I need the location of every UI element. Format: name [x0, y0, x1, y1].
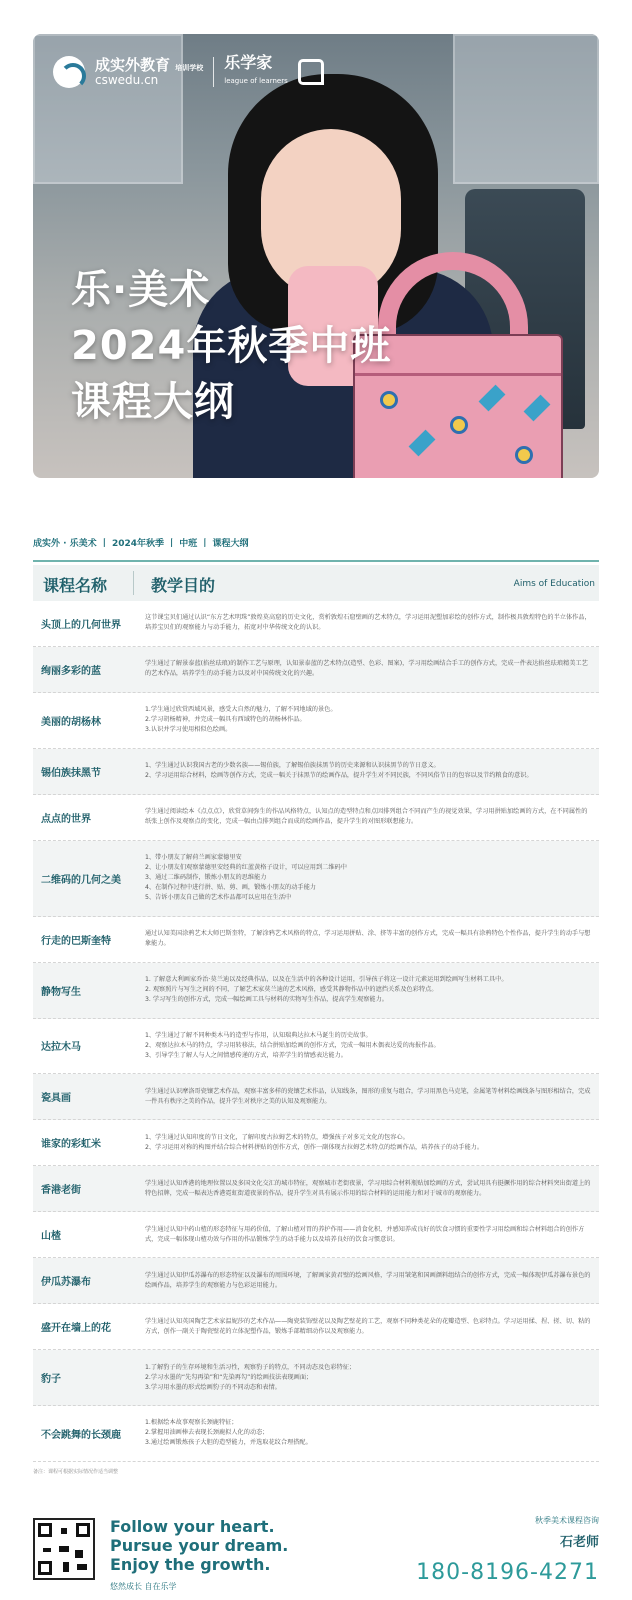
course-goal: [133, 841, 599, 916]
course-goal-line: 学生通过认知中药山楂的形态特征与用药价值，了解山楂对胃的养护作用——消食化积，并感知养成良好的饮食习惯的重要性学习用绘画和综合材料组合的创作方式，完成一幅体现山楂功效与作用的作品锻炼学生的动手能力以及培养良好的饮食习惯意识。: [145, 1225, 585, 1243]
course-name: 豹子: [41, 1374, 61, 1386]
course-name: 伊瓜苏瀑布: [41, 1277, 91, 1289]
course-goal-line: 2、学习运用综合材料，绘画等创作方式，完成一幅关于抹黑节的绘画作品，提升学生对不同民族，不同风俗节日的包容以及节约粮食的意识。: [145, 772, 533, 780]
course-goal: [133, 601, 599, 646]
table-row: [33, 749, 599, 795]
slogan: [110, 1517, 288, 1596]
phone-number[interactable]: 180-8196-4271: [416, 1560, 599, 1585]
course-goal-line: 2.学习水墨的“先勾再染”和“先染再勾”的绘画技法表现画面；: [145, 1373, 313, 1381]
course-name: 头顶上的几何世界: [41, 619, 121, 631]
course-goal-line: 通过认知美国涂鸦艺术大师巴斯奎特，了解涂鸦艺术风格的特点，学习运用拼贴、涂、挤等丰富的创作方式，完成一幅具有涂鸦特色个性作品，提升学生的动手与想象能力。: [145, 930, 591, 948]
course-goal: [133, 693, 599, 748]
table-row: [33, 1019, 599, 1075]
course-name: 谁家的彩虹米: [41, 1139, 101, 1151]
logo-side: 培训学校: [175, 64, 204, 72]
course-goal-line: 1.学生通过欣赏西域风景，感受大自然的魅力，了解不同地域的景色。: [145, 706, 337, 714]
course-goal-line: 1、学生通过认识我国古老的少数名族——锡伯族，了解锡伯族抹黑节的历史来源和认识抹黑节的节日意义。: [145, 762, 440, 770]
breadcrumb: 成实外 · 乐美术 丨 2024年秋季 丨 中班 丨 课程大纲: [33, 539, 249, 549]
course-name: 不会跳舞的长颈鹿: [41, 1429, 121, 1441]
course-name: 瓷具画: [41, 1093, 71, 1105]
course-goal: [133, 1212, 599, 1257]
course-name: 达拉木马: [41, 1042, 81, 1054]
table-row: [33, 1406, 599, 1462]
window-pane: [453, 34, 599, 184]
course-goal: [133, 963, 599, 1018]
logo-row: [53, 54, 324, 90]
slogan-line: Enjoy the growth.: [110, 1555, 271, 1574]
teacher-name: 石老师: [559, 1535, 599, 1550]
column-header-name: 课程名称: [43, 576, 108, 595]
course-goal-line: 2、观察达拉木马的特点，学习用转移法，结合拼贴加绘画的创作方式，完成一幅用木偶表达爱的海报作品。: [145, 1041, 440, 1049]
course-name: 山楂: [41, 1231, 61, 1243]
slogan-line: Follow your heart.: [110, 1517, 275, 1536]
course-name: 盛开在墙上的花: [41, 1323, 111, 1335]
course-goal-line: 2、学习运用对称的构图并结合综合材料拼贴的创作方式，创作一副体现古拉姆艺术特点的绘画作品，培养孩子的动手能力。: [145, 1143, 484, 1151]
course-goal-line: 学生通过认识摩洛哥瓷镶艺术作品，观察丰富多样的瓷镶艺术作品，认知线条，图形的重复与组合，学习用黑色马克笔，金属笔等材料绘画线条与图形相结合，完成一件具有秩序之美的作品，提升学生对秩序之美的认知及观察能力。: [145, 1087, 591, 1105]
brand-en: league of learners: [224, 77, 288, 85]
course-goal-line: 学生通过认知香港的地理位置以及多国文化交汇的城市特征，观察城市老街夜景，学习用综合材料瓶贴加绘画的方式，尝试用具有挺撅作用的综合材料突出街道上的特色招牌，完成一幅表达香港霓虹街道夜景的作品，提升学生对具有展示作用的综合材料的运用能力和对于城市的观察能力。: [145, 1179, 591, 1197]
course-goal-line: 3. 学习写生的创作方式，完成一幅绘画工具与材料的实物写生作品，提高学生观察能力。: [145, 996, 388, 1004]
table-row: [33, 647, 599, 693]
page-title: [71, 262, 391, 430]
course-goal-line: 1、学生通过认知印度的节日文化，了解印度古拉姆艺术的特点，增强孩子对多元文化的包容心。: [145, 1133, 409, 1141]
qr-code-icon: [33, 1518, 95, 1580]
course-goal-line: 1.了解豹子的生存环境和生活习性，观察豹子的特点，不同动态及色彩特征；: [145, 1363, 356, 1371]
table-row: [33, 841, 599, 917]
slogan-cn: 悠然成长 自在乐学: [110, 1582, 177, 1591]
course-goal-line: 学生通过了解景泰蓝(掐丝珐琅)的制作工艺与原理，认知景泰蓝的艺术特点(造型、色彩、图案)，学习用绘画结合手工的创作方式，完成一件表达掐丝珐琅精美工艺的艺术作品，培养学生的动手能力以及对中国传统文化的兴趣。: [145, 660, 588, 678]
course-goal-line: 2. 观察照片与写生之间的不同，了解艺术家莫兰迪的艺术风格，感受其静物作品中的遮挡关系及色彩特点。: [145, 986, 438, 994]
course-goal-line: 学生通过认知英国陶艺艺术家温妮莎的艺术作品——陶瓷装饰壁花以及陶艺壁花的工艺，观察不同种类花朵的花瓣造型、色彩特点。学习运用揉、捏、搓、切、粘的方式，创作一副关于陶瓷壁花的立体泥塑作品，锻炼手部精细动作以及观察能力。: [145, 1317, 591, 1335]
table-row: [33, 795, 599, 841]
course-goal: [133, 1166, 599, 1211]
course-goal: [133, 1120, 599, 1165]
table-row: [33, 1166, 599, 1212]
title-line: 2024年秋季中班: [71, 323, 392, 369]
course-goal-line: 1、学生通过了解不同种类木马的造型与作用，认知瑞典达拉木马诞生的历史故事。: [145, 1031, 372, 1039]
course-goal: [133, 647, 599, 692]
column-header-goal-en: Aims of Education: [513, 579, 595, 589]
course-name: 二维码的几何之美: [41, 874, 121, 886]
column-header-goal: 教学目的: [151, 576, 216, 595]
course-goal-line: 学生通过阅读绘本《点点点》，欣赏草间弥生的作品风格特点，认知点的造型特点和点因排列组合不同而产生的视觉效果，学习用拼贴加绘画的方式，在不同属性的纸张上创作及观察点的变化，完成一幅由点排列组合而成的绘画作品，提升学生的对图形联想能力。: [145, 808, 588, 826]
course-goal-line: 1.根据绘本故事观察长颈鹿特征；: [145, 1419, 238, 1427]
hero-banner: [33, 34, 599, 478]
course-name: 行走的巴斯奎特: [41, 935, 111, 947]
course-goal-line: 3、通过二维码制作，锻炼小朋友的思维能力: [145, 874, 267, 882]
school-logo-icon: [53, 56, 85, 88]
course-table: [33, 601, 599, 1462]
table-row: [33, 917, 599, 963]
contact-block: [416, 1515, 599, 1585]
course-goal: [133, 795, 599, 840]
table-row: [33, 1258, 599, 1304]
logo-url: cswedu.cn: [95, 73, 159, 87]
table-header: [33, 565, 599, 601]
course-name: 香港老街: [41, 1185, 81, 1197]
footnote: 备注：课程可根据实际情况作适当调整: [33, 1469, 119, 1475]
consult-label: 秋季美术课程咨询: [535, 1516, 599, 1525]
course-name: 点点的世界: [41, 813, 91, 825]
course-goal-line: 3.学习用水墨的形式绘画豹子的不同动态和表情。: [145, 1383, 281, 1391]
course-goal: [133, 749, 599, 794]
course-goal-line: 2.学习胡杨精神，并完成一幅具有西域特色的胡杨林作品。: [145, 716, 306, 724]
course-goal-line: 4、在制作过程中进行拼、贴、剪、画，锻炼小朋友的动手能力: [145, 884, 316, 892]
course-goal: [133, 1074, 599, 1119]
course-goal-line: 3、引导学生了解人与人之间情感传递的方式，培养学生的情感表达能力。: [145, 1051, 347, 1059]
course-goal-line: 5、告诉小朋友自己做的艺术作品都可以应用在生活中: [145, 894, 292, 902]
table-row: [33, 693, 599, 749]
course-name: 美丽的胡杨林: [41, 716, 101, 728]
table-row: [33, 1304, 599, 1350]
brand-name: 乐学家: [224, 53, 273, 72]
table-row: [33, 963, 599, 1019]
title-line: 乐·美术: [71, 267, 211, 313]
logo-divider: [213, 57, 214, 87]
course-goal: [133, 1304, 599, 1349]
course-name: 绚丽多彩的蓝: [41, 665, 101, 677]
table-row: [33, 601, 599, 647]
slogan-line: Pursue your dream.: [110, 1536, 289, 1555]
course-goal-line: 3.认识并学习使用相似色绘画。: [145, 726, 232, 734]
course-goal-line: 1、带小朋友了解荷兰画家蒙德里安: [145, 854, 242, 862]
logo-main: 成实外教育: [95, 56, 171, 74]
divider: [33, 560, 599, 562]
table-row: [33, 1350, 599, 1406]
course-goal: [133, 1019, 599, 1074]
table-row: [33, 1074, 599, 1120]
course-name: 锡伯族抹黑节: [41, 767, 101, 779]
course-goal-line: 学生通过认知伊瓜苏瀑布的形态特征以及瀑布的周围环境，了解画家黄君壁的绘画风格，学习用皱笔和国画颜料组结合的创作方式，完成一幅体现伊瓜苏瀑布景色的绘画作品，培养学生的观察能力与色彩运用能力。: [145, 1271, 591, 1289]
course-goal: [133, 1258, 599, 1303]
speech-bubble-icon: [298, 59, 324, 85]
table-row: [33, 1120, 599, 1166]
course-goal-line: 1. 了解意大利画家乔治·莫兰迪以及经典作品，以及在生活中的各种设计运用，引导孩子将这一设计元素运用到绘画写生材料工具中。: [145, 976, 508, 984]
table-row: [33, 1212, 599, 1258]
course-goal-line: 2.掌握用油画棒去表现长颈鹿拟人化的动态；: [145, 1429, 269, 1437]
title-line: 课程大纲: [71, 379, 235, 425]
course-goal: [133, 1406, 599, 1461]
course-goal-line: 3.通过绘画锻炼孩子大胆的造型能力，并选取花纹合理搭配。: [145, 1439, 312, 1447]
column-divider: [133, 571, 134, 595]
course-goal: [133, 917, 599, 962]
course-goal-line: 这节课宝贝们通过认识“东方艺术明珠”敦煌莫高窟的历史文化，赏析敦煌石窟壁画的艺术特点，学习运用泥塑加彩绘的创作方式，制作极具敦煌特色的半立体作品，培养宝贝们的观察能力与动手能力，拓宽对中华传统文化的认识。: [145, 614, 591, 632]
course-goal-line: 2、让小朋友们观察蒙德里安经典的红蓝黄格子设计，可以应用到二维码中: [145, 864, 347, 872]
course-name: 静物写生: [41, 986, 81, 998]
course-goal: [133, 1350, 599, 1405]
